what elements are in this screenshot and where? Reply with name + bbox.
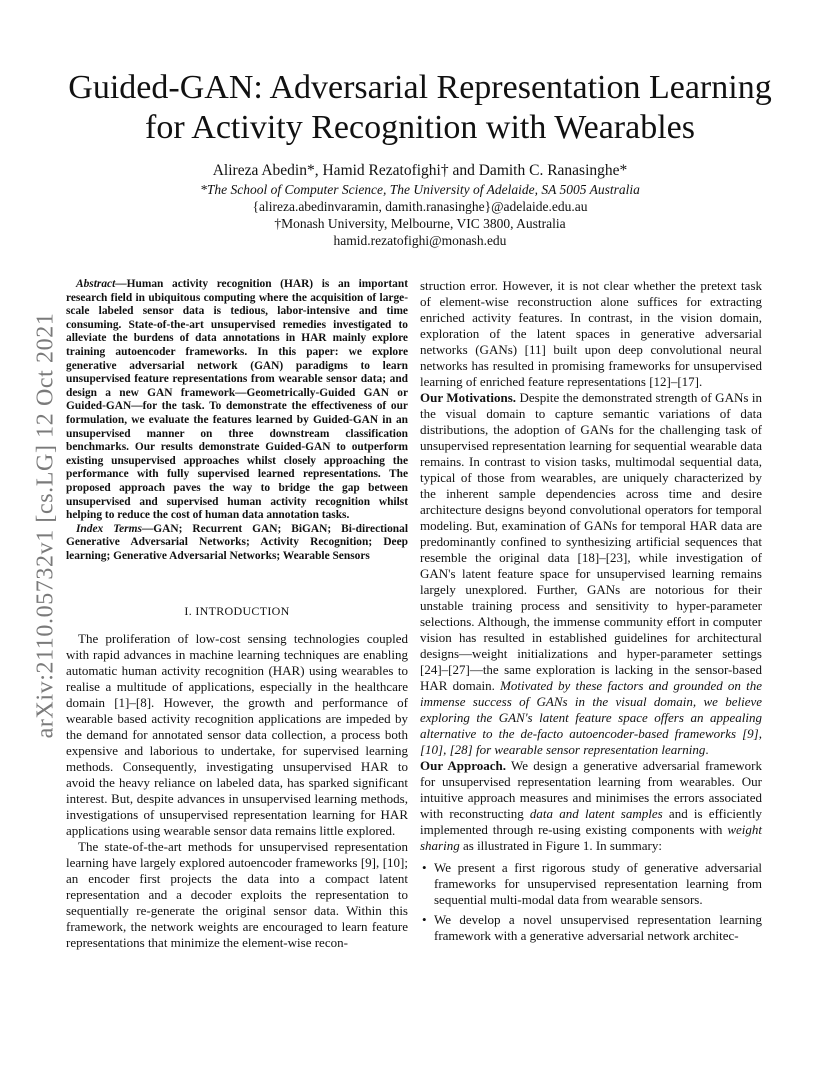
approach-emphasis-1: data and latent samples bbox=[529, 806, 663, 821]
intro-paragraph-1: The proliferation of low-cost sensing technologies coupled with rapid advances in machine learning techniques are enabling automatic human activity recognition (HAR) using wearables to realise a multitude of applications, especially in the healthcare domain [1]–[8]. However, the growth and performance of wearable based activity recognition applications are impeded by the demand for annotated sensor data collection, a process both expensive and laborious to undertake, for supervised learning methods. Consequently, investigating unsupervised HAR to avoid the heavy reliance on labeled data, has sparked significant interest. But, despite advances in unsupervised learning methods, investigations of unsupervised representation learning for HAR applications using wearable sensor data remains little explored. bbox=[66, 631, 408, 839]
approach-heading: Our Approach. bbox=[420, 758, 507, 773]
motivations-heading: Our Motivations. bbox=[420, 390, 517, 405]
email-monash: hamid.rezatofighi@monash.edu bbox=[333, 233, 507, 248]
left-column bbox=[66, 278, 408, 951]
approach-text-1: We design a generative adversarial framework for unsupervised representation learning from wearables. Our intuitive approach measures and minimises the errors associated with reconstructing bbox=[420, 758, 762, 821]
affiliation-adelaide: *The School of Computer Science, The University of Adelaide, SA 5005 Australia bbox=[200, 182, 640, 197]
motivations-end: . bbox=[705, 742, 709, 757]
intro-paragraph-2: The state-of-the-art methods for unsupervised representation learning have largely explored autoencoder frameworks [9], [10]; an encoder first projects the data into a compact latent representation and a decoder exploits the representation to sequentially re-generate the original sensor data. Within this framework, the network weights are encouraged to learn feature representations that minimize the element-wise recon- bbox=[66, 839, 408, 951]
abstract-label: Abstract bbox=[76, 278, 116, 290]
approach-paragraph bbox=[420, 758, 762, 854]
intro-paragraph-3: struction error. However, it is not clear whether the pretext task of element-wise reconstruction alone suffices for extracting enriched activity features. In contrast, in the vision domain, exploration of the latent spaces in generative adversarial networks (GANs) [11] built upon deep convolutional neural networks has resulted in promising frameworks for unsupervised learning of enriched feature representations [12]–[17]. bbox=[420, 278, 762, 389]
emails-adelaide: {alireza.abedinvaramin, damith.ranasinghe}@adelaide.edu.au bbox=[252, 199, 588, 214]
contribution-item: • We present a first rigorous study of generative adversarial frameworks for unsupervised representation learning from sequential multi-modal data from wearable sensors. bbox=[420, 860, 762, 908]
right-column bbox=[420, 278, 762, 948]
index-terms-label: Index Terms bbox=[76, 522, 142, 535]
index-terms bbox=[66, 523, 408, 564]
section-heading-introduction: I. INTRODUCTION bbox=[184, 604, 290, 619]
arxiv-side-stamp bbox=[34, 290, 58, 760]
abstract bbox=[66, 278, 408, 523]
approach-text-3: as illustrated in Figure 1. In summary: bbox=[459, 838, 662, 853]
arxiv-identifier: arXiv:2110.05732v1 [cs.LG] 12 Oct 2021 bbox=[32, 312, 59, 738]
author-block bbox=[100, 162, 740, 249]
motivations-emphasis: Motivated by these factors and grounded on the immense success of GANs in the visual domain, we believe exploring the GAN's latent feature space offers an appealing alternative to the de-facto autoencoder-based frameworks [9], [10], [28] for wearable sensor representation learning bbox=[420, 678, 762, 757]
contribution-item: • We develop a novel unsupervised representation learning framework with a generative adversarial network architec- bbox=[420, 912, 762, 944]
index-terms-text: —GAN; Recurrent GAN; BiGAN; Bi-directional Generative Adversarial Networks; Activity Recognition; Deep learning; Generative Adversarial Networks; Wearable Sensors bbox=[66, 522, 408, 562]
abstract-text: —Human activity recognition (HAR) is an important research field in ubiquitous computing where the acquisition of large-scale labeled sensor data is tedious, labor-intensive and time consuming. State-of-the-art unsupervised remedies investigated to alleviate the burdens of data annotations in HAR mainly explore training autoencoder frameworks. In this paper: we explore generative adversarial network (GAN) paradigms to learn unsupervised feature representations from wearable sensor data; and design a new GAN framework—Geometrically-Guided GAN or Guided-GAN—for the task. To demonstrate the effectiveness of our formulation, we evaluate the features learned by Guided-GAN in an unsupervised manner on three downstream classification benchmarks. Our results demonstrate Guided-GAN to outperform existing unsupervised approaches whilst closely approaching the performance with fully supervised learned representations. The proposed approach paves the way to bridge the gap between unsupervised and supervised human activity recognition whilst helping to reduce the cost of human data annotation tasks. bbox=[66, 278, 408, 522]
motivations-text: Despite the demonstrated strength of GANs in the visual domain to capture semantic variations of data distributions, the adoption of GANs for the challenging task of unsupervised representation learning for sequential wearable data remains. In contrast to vision tasks, multimodal sequential data, typical of those from wearables, are uniquely characterized by the inherent sample dependencies across time and desire architecture designs beyond convolutional operators for temporal modeling. But, examination of GANs for temporal HAR data are predominantly confined to synthesizing artificial sequences that resemble the original data [18]–[23], while investigation of GAN's latent feature space for unsupervised learning remains largely unexplored. Further, GANs are notorious for their unstable training process and sensitivity to hyper-parameter selections. Although, the immense community effort in computer vision has resulted in established guidelines for architectural designs—weight initializations and hyper-parameter settings [24]–[27]—the same exploration is lacking in the sensor-based HAR domain. bbox=[420, 390, 762, 693]
paper-title: Guided-GAN: Adversarial Representation Learning for Activity Recognition with Wearables bbox=[68, 69, 772, 146]
contributions-list bbox=[420, 860, 762, 944]
approach-text-2: and is efficiently implemented through re-using existing components with bbox=[420, 806, 762, 837]
motivations-paragraph bbox=[420, 390, 762, 758]
author-names: Alireza Abedin*, Hamid Rezatofighi† and Damith C. Ranasinghe* bbox=[212, 162, 628, 179]
affiliation-monash: †Monash University, Melbourne, VIC 3800, Australia bbox=[274, 216, 566, 231]
approach-emphasis-2: weight sharing bbox=[420, 822, 762, 853]
